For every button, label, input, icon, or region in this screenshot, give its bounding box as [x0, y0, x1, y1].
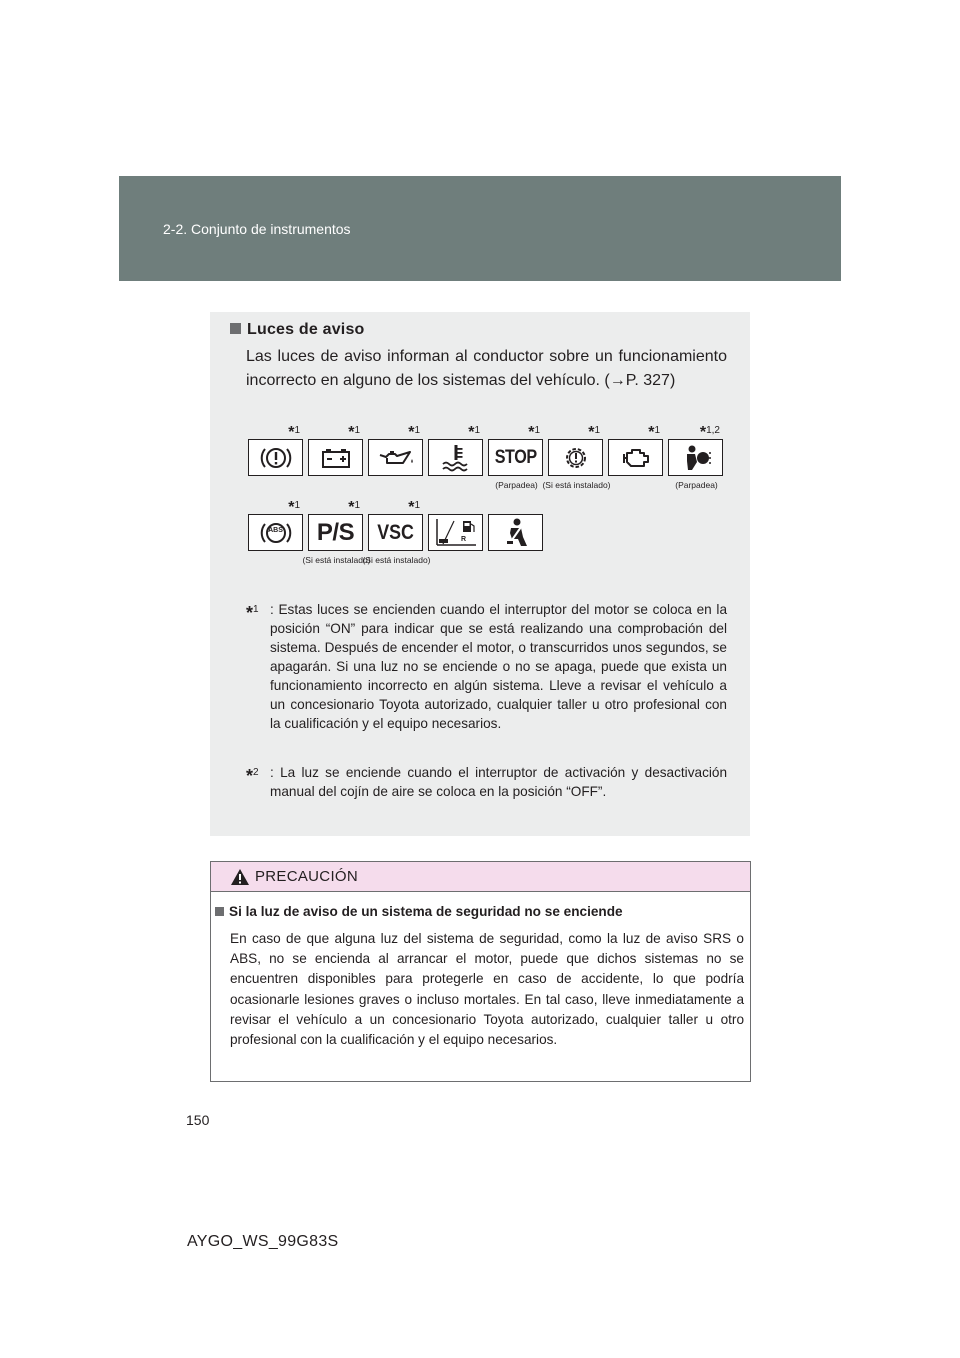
warning-lights-box: [210, 312, 750, 836]
notice-intro: Las luces de aviso informan al conductor sobre un funcionamiento incorrecto en alguno de los sistemas del vehículo. (→P. 327): [246, 348, 727, 389]
page-number: 150: [186, 1112, 210, 1128]
brake-warning-icon: *1: [248, 439, 303, 476]
power-steering-label: P/S: [316, 518, 355, 546]
check-engine-icon: *1: [608, 439, 663, 476]
warning-triangle-icon: [231, 869, 249, 885]
document-code: AYGO_WS_99G83S: [187, 1233, 339, 1250]
stop-icon: *1 STOP (Parpadea): [488, 439, 543, 476]
low-fuel-icon: [428, 514, 483, 551]
warning-icons-row-2: [248, 499, 543, 565]
warning-icons-row-1: [248, 424, 723, 490]
icon-caption: (Si está instalado): [302, 555, 371, 565]
square-bullet-icon: [215, 907, 224, 916]
footnote-1: *$^1$ : Estas luces se encienden cuando el interruptor del motor se coloca en la posición “ON” para indicar que se está realizando una comprobación del sistema. Después de encender el motor, o transcurridos unos segundos, se apagarán. Si una luz no se enciende o no se apaga, puede que exista un funcionamiento incorrecto en algún sistema. Lleve a revisar el vehículo a un concesionario Toyota autorizado, cualquier taller u otro profesional con la cualificación y el equipo necesarios.: [246, 602, 727, 731]
stop-label: STOP: [494, 446, 537, 468]
section-title: 2-2. Conjunto de instrumentos: [163, 221, 351, 237]
airbag-icon: *1,2 (Parpadea): [668, 439, 723, 476]
footnote-2: *$^2$ : La luz se enciende cuando el interruptor de activación y desactivación manual del cojín de aire se coloca en la posición “OFF”.: [246, 765, 727, 799]
icon-caption: (Si está instalado): [542, 480, 611, 490]
square-bullet-icon: [230, 323, 241, 334]
vsc-label: VSC: [377, 520, 414, 544]
caution-box: [210, 861, 751, 1082]
power-steering-icon: *1 P/S (Si está instalado): [308, 514, 363, 551]
oil-pressure-icon: *1: [368, 439, 423, 476]
gear-warning-icon: *1 (Si está instalado): [548, 439, 603, 476]
icon-caption: (Parpadea): [495, 480, 538, 490]
low-fuel-label: R: [461, 536, 467, 543]
icon-caption: (Si está instalado): [362, 555, 431, 565]
header-band: [119, 176, 841, 281]
coolant-temperature-icon: *1: [428, 439, 483, 476]
seatbelt-reminder-icon: [488, 514, 543, 551]
vsc-icon: *1 VSC (Si está instalado): [368, 514, 423, 551]
icon-caption: (Parpadea): [675, 480, 718, 490]
caution-title: PRECAUCIÓN: [255, 868, 359, 885]
abs-icon: *1 ABS: [248, 514, 303, 551]
notice-title: Luces de aviso: [247, 321, 365, 338]
caution-heading: Si la luz de aviso de un sistema de seguridad no se enciende: [215, 904, 623, 919]
caution-body: En caso de que alguna luz del sistema de seguridad, como la luz de aviso SRS o ABS, no se encienda al arrancar el motor, puede que dichos sistemas no se encuentren disponibles para protegerle en caso de accidente, lo que podría ocasionarle lesiones graves o incluso mortales. En tal caso, lleve inmediatamente a revisar el vehículo a un concesionario Toyota autorizado, cualquier taller u otro profesional con la cualificación y el equipo necesarios.: [230, 931, 744, 1048]
footnote-2-text: : La luz se enciende cuando el interruptor de activación y desactivación manual del cojín de aire se coloca en la posición “OFF”.: [270, 765, 727, 799]
caution-header: [211, 862, 750, 892]
abs-label: ABS: [268, 527, 283, 534]
battery-charge-icon: *1: [308, 439, 363, 476]
footnote-1-text: : Estas luces se encienden cuando el interruptor del motor se coloca en la posición “ON” para indicar que se está realizando una comprobación del sistema. Después de encender el motor, o transcurridos unos segundos, se apagarán. Si una luz no se enciende o no se apaga, puede que exista un funcionamiento incorrecto en algún sistema. Lleve a revisar el vehículo a un concesionario Toyota autorizado, cualquier taller u otro profesional con la cualificación y el equipo necesarios.: [270, 602, 727, 731]
notice-heading: [230, 321, 365, 339]
